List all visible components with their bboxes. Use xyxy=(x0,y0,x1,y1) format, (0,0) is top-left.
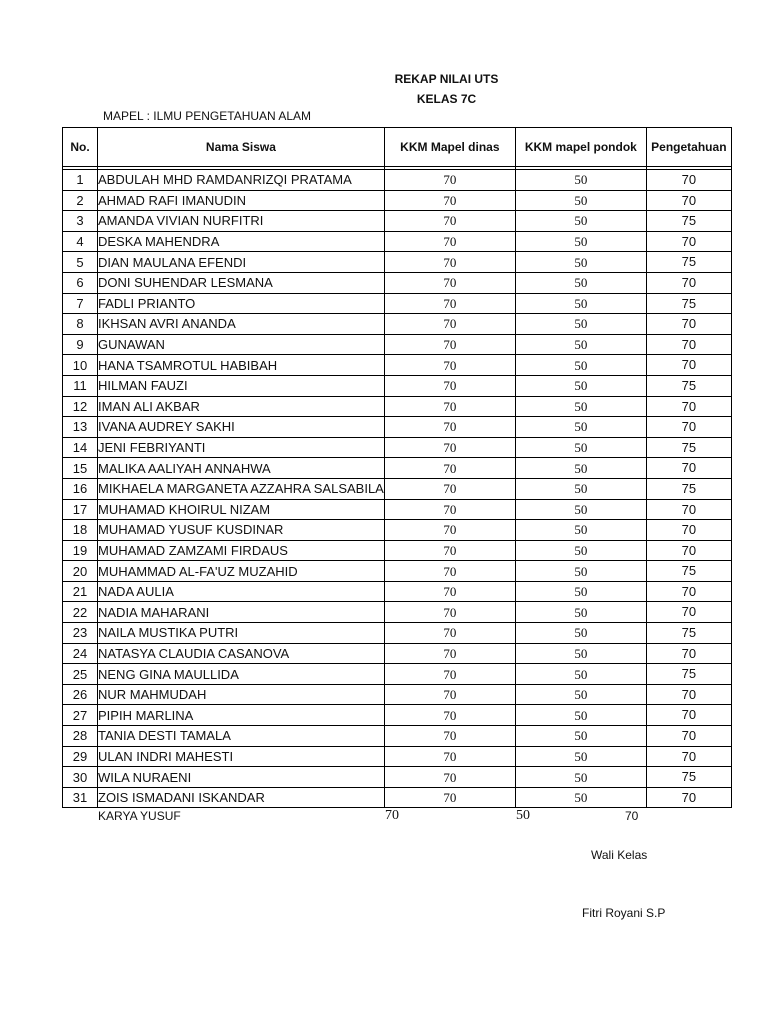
student-name: FADLI PRIANTO xyxy=(98,293,385,314)
kkm-dinas-value: 70 xyxy=(384,293,515,314)
table-row xyxy=(63,190,732,211)
kkm-dinas-value: 70 xyxy=(384,705,515,726)
student-name: NADA AULIA xyxy=(98,581,385,602)
kkm-dinas-value: 70 xyxy=(384,396,515,417)
row-number: 31 xyxy=(63,787,98,808)
kkm-pondok-value: 50 xyxy=(515,520,646,541)
kkm-dinas-value: 70 xyxy=(384,478,515,499)
pengetahuan-value: 75 xyxy=(646,375,731,396)
kkm-dinas-value: 70 xyxy=(384,643,515,664)
kkm-pondok-value: 50 xyxy=(515,787,646,808)
kkm-pondok-value: 50 xyxy=(515,437,646,458)
kkm-pondok-value: 50 xyxy=(515,170,646,191)
header-nama-siswa: Nama Siswa xyxy=(98,128,385,167)
header-kkm-dinas: KKM Mapel dinas xyxy=(384,128,515,167)
kkm-pondok-value: 50 xyxy=(515,643,646,664)
table-body xyxy=(63,167,732,808)
table-row xyxy=(63,684,732,705)
student-name: MUHAMAD YUSUF KUSDINAR xyxy=(98,520,385,541)
table-row xyxy=(63,272,732,293)
pengetahuan-value: 70 xyxy=(646,314,731,335)
extra-kkm-dinas: 70 xyxy=(385,808,399,823)
pengetahuan-value: 70 xyxy=(646,581,731,602)
row-number: 11 xyxy=(63,375,98,396)
student-name: ZOIS ISMADANI ISKANDAR xyxy=(98,787,385,808)
table-row xyxy=(63,623,732,644)
row-number: 28 xyxy=(63,726,98,747)
student-name: IVANA AUDREY SAKHI xyxy=(98,417,385,438)
pengetahuan-value: 75 xyxy=(646,623,731,644)
table-row xyxy=(63,602,732,623)
pengetahuan-value: 70 xyxy=(646,231,731,252)
student-name: HANA TSAMROTUL HABIBAH xyxy=(98,355,385,376)
table-row xyxy=(63,643,732,664)
table-row xyxy=(63,561,732,582)
kkm-pondok-value: 50 xyxy=(515,458,646,479)
student-name: NAILA MUSTIKA PUTRI xyxy=(98,623,385,644)
pengetahuan-value: 70 xyxy=(646,396,731,417)
table-row xyxy=(63,499,732,520)
kkm-pondok-value: 50 xyxy=(515,231,646,252)
kkm-dinas-value: 70 xyxy=(384,334,515,355)
kkm-pondok-value: 50 xyxy=(515,684,646,705)
student-name: HILMAN FAUZI xyxy=(98,375,385,396)
student-name: MALIKA AALIYAH ANNAHWA xyxy=(98,458,385,479)
student-name: MUHAMMAD AL-FA'UZ MUZAHID xyxy=(98,561,385,582)
row-number: 3 xyxy=(63,211,98,232)
kkm-pondok-value: 50 xyxy=(515,664,646,685)
kkm-dinas-value: 70 xyxy=(384,375,515,396)
kkm-pondok-value: 50 xyxy=(515,190,646,211)
pengetahuan-value: 70 xyxy=(646,417,731,438)
row-number: 8 xyxy=(63,314,98,335)
subject-label: MAPEL : ILMU PENGETAHUAN ALAM xyxy=(103,109,312,123)
row-number: 22 xyxy=(63,602,98,623)
row-number: 10 xyxy=(63,355,98,376)
kkm-dinas-value: 70 xyxy=(384,417,515,438)
table-row xyxy=(63,231,732,252)
pengetahuan-value: 70 xyxy=(646,190,731,211)
student-name: MUHAMAD KHOIRUL NIZAM xyxy=(98,499,385,520)
document-title: REKAP NILAI UTS xyxy=(394,72,499,86)
table-row xyxy=(63,293,732,314)
table-row xyxy=(63,520,732,541)
table-row xyxy=(63,705,732,726)
kkm-dinas-value: 70 xyxy=(384,272,515,293)
row-number: 19 xyxy=(63,540,98,561)
row-number: 16 xyxy=(63,478,98,499)
kkm-pondok-value: 50 xyxy=(515,767,646,788)
kkm-dinas-value: 70 xyxy=(384,190,515,211)
pengetahuan-value: 70 xyxy=(646,520,731,541)
table-row xyxy=(63,355,732,376)
kkm-pondok-value: 50 xyxy=(515,499,646,520)
student-name: ABDULAH MHD RAMDANRIZQI PRATAMA xyxy=(98,170,385,191)
pengetahuan-value: 75 xyxy=(646,293,731,314)
row-number: 9 xyxy=(63,334,98,355)
row-number: 17 xyxy=(63,499,98,520)
pengetahuan-value: 75 xyxy=(646,252,731,273)
table-row xyxy=(63,787,732,808)
student-name: NADIA MAHARANI xyxy=(98,602,385,623)
pengetahuan-value: 75 xyxy=(646,478,731,499)
kkm-dinas-value: 70 xyxy=(384,787,515,808)
wali-kelas-label: Wali Kelas xyxy=(591,848,648,862)
table-row xyxy=(63,664,732,685)
table-row xyxy=(63,314,732,335)
kkm-dinas-value: 70 xyxy=(384,252,515,273)
student-name: DIAN MAULANA EFENDI xyxy=(98,252,385,273)
pengetahuan-value: 70 xyxy=(646,726,731,747)
kkm-dinas-value: 70 xyxy=(384,170,515,191)
header-no: No. xyxy=(63,128,98,167)
kkm-dinas-value: 70 xyxy=(384,623,515,644)
pengetahuan-value: 70 xyxy=(646,602,731,623)
kkm-pondok-value: 50 xyxy=(515,272,646,293)
row-number: 18 xyxy=(63,520,98,541)
kkm-dinas-value: 70 xyxy=(384,746,515,767)
student-name: JENI FEBRIYANTI xyxy=(98,437,385,458)
kkm-dinas-value: 70 xyxy=(384,231,515,252)
kkm-pondok-value: 50 xyxy=(515,375,646,396)
table-row xyxy=(63,437,732,458)
kkm-dinas-value: 70 xyxy=(384,561,515,582)
document-subtitle: KELAS 7C xyxy=(416,92,477,106)
student-name: PIPIH MARLINA xyxy=(98,705,385,726)
table-row xyxy=(63,540,732,561)
row-number: 2 xyxy=(63,190,98,211)
pengetahuan-value: 70 xyxy=(646,746,731,767)
pengetahuan-value: 70 xyxy=(646,540,731,561)
table-header-row xyxy=(63,128,732,167)
extra-pengetahuan: 70 xyxy=(625,809,639,823)
student-name: NUR MAHMUDAH xyxy=(98,684,385,705)
table-row xyxy=(63,334,732,355)
student-name: DONI SUHENDAR LESMANA xyxy=(98,272,385,293)
extra-kkm-pondok: 50 xyxy=(516,808,530,823)
row-number: 25 xyxy=(63,664,98,685)
kkm-dinas-value: 70 xyxy=(384,726,515,747)
pengetahuan-value: 75 xyxy=(646,211,731,232)
kkm-pondok-value: 50 xyxy=(515,334,646,355)
table-row xyxy=(63,458,732,479)
row-number: 29 xyxy=(63,746,98,767)
wali-kelas-name: Fitri Royani S.P xyxy=(582,906,666,920)
kkm-pondok-value: 50 xyxy=(515,623,646,644)
kkm-dinas-value: 70 xyxy=(384,437,515,458)
kkm-dinas-value: 70 xyxy=(384,664,515,685)
kkm-dinas-value: 70 xyxy=(384,540,515,561)
pengetahuan-value: 70 xyxy=(646,170,731,191)
kkm-pondok-value: 50 xyxy=(515,478,646,499)
kkm-dinas-value: 70 xyxy=(384,520,515,541)
kkm-dinas-value: 70 xyxy=(384,767,515,788)
row-number: 21 xyxy=(63,581,98,602)
pengetahuan-value: 70 xyxy=(646,643,731,664)
pengetahuan-value: 70 xyxy=(646,458,731,479)
student-name: NENG GINA MAULLIDA xyxy=(98,664,385,685)
row-number: 4 xyxy=(63,231,98,252)
kkm-pondok-value: 50 xyxy=(515,561,646,582)
kkm-pondok-value: 50 xyxy=(515,355,646,376)
row-number: 15 xyxy=(63,458,98,479)
table-row xyxy=(63,211,732,232)
row-number: 7 xyxy=(63,293,98,314)
kkm-pondok-value: 50 xyxy=(515,726,646,747)
student-name: IKHSAN AVRI ANANDA xyxy=(98,314,385,335)
kkm-pondok-value: 50 xyxy=(515,602,646,623)
table-row xyxy=(63,417,732,438)
pengetahuan-value: 70 xyxy=(646,705,731,726)
pengetahuan-value: 75 xyxy=(646,664,731,685)
student-name: NATASYA CLAUDIA CASANOVA xyxy=(98,643,385,664)
kkm-dinas-value: 70 xyxy=(384,314,515,335)
pengetahuan-value: 70 xyxy=(646,684,731,705)
student-name: TANIA DESTI TAMALA xyxy=(98,726,385,747)
extra-student-name: KARYA YUSUF xyxy=(98,809,181,823)
row-number: 14 xyxy=(63,437,98,458)
student-name: GUNAWAN xyxy=(98,334,385,355)
student-name: DESKA MAHENDRA xyxy=(98,231,385,252)
pengetahuan-value: 70 xyxy=(646,499,731,520)
row-number: 27 xyxy=(63,705,98,726)
kkm-pondok-value: 50 xyxy=(515,293,646,314)
kkm-pondok-value: 50 xyxy=(515,396,646,417)
row-number: 20 xyxy=(63,561,98,582)
table-row xyxy=(63,396,732,417)
kkm-dinas-value: 70 xyxy=(384,499,515,520)
student-name: AHMAD RAFI IMANUDIN xyxy=(98,190,385,211)
header-pengetahuan: Pengetahuan xyxy=(646,128,731,167)
table-row xyxy=(63,746,732,767)
row-number: 23 xyxy=(63,623,98,644)
row-number: 26 xyxy=(63,684,98,705)
pengetahuan-value: 70 xyxy=(646,355,731,376)
row-number: 30 xyxy=(63,767,98,788)
student-name: AMANDA VIVIAN NURFITRI xyxy=(98,211,385,232)
student-name: WILA NURAENI xyxy=(98,767,385,788)
table-row xyxy=(63,767,732,788)
kkm-dinas-value: 70 xyxy=(384,458,515,479)
student-name: ULAN INDRI MAHESTI xyxy=(98,746,385,767)
pengetahuan-value: 75 xyxy=(646,437,731,458)
kkm-dinas-value: 70 xyxy=(384,211,515,232)
kkm-dinas-value: 70 xyxy=(384,602,515,623)
table-row xyxy=(63,581,732,602)
pengetahuan-value: 70 xyxy=(646,334,731,355)
row-number: 5 xyxy=(63,252,98,273)
grade-table xyxy=(62,127,732,808)
kkm-dinas-value: 70 xyxy=(384,684,515,705)
kkm-pondok-value: 50 xyxy=(515,417,646,438)
kkm-pondok-value: 50 xyxy=(515,540,646,561)
row-number: 1 xyxy=(63,170,98,191)
row-number: 6 xyxy=(63,272,98,293)
pengetahuan-value: 75 xyxy=(646,767,731,788)
student-name: IMAN ALI AKBAR xyxy=(98,396,385,417)
table-row xyxy=(63,252,732,273)
kkm-pondok-value: 50 xyxy=(515,252,646,273)
student-name: MIKHAELA MARGANETA AZZAHRA SALSABILA xyxy=(98,478,385,499)
pengetahuan-value: 70 xyxy=(646,787,731,808)
kkm-pondok-value: 50 xyxy=(515,314,646,335)
pengetahuan-value: 75 xyxy=(646,561,731,582)
kkm-pondok-value: 50 xyxy=(515,746,646,767)
row-number: 12 xyxy=(63,396,98,417)
pengetahuan-value: 70 xyxy=(646,272,731,293)
kkm-pondok-value: 50 xyxy=(515,211,646,232)
kkm-dinas-value: 70 xyxy=(384,581,515,602)
row-number: 13 xyxy=(63,417,98,438)
header-kkm-pondok: KKM mapel pondok xyxy=(515,128,646,167)
table-row xyxy=(63,170,732,191)
row-number: 24 xyxy=(63,643,98,664)
kkm-pondok-value: 50 xyxy=(515,705,646,726)
table-row xyxy=(63,726,732,747)
table-row xyxy=(63,375,732,396)
table-row xyxy=(63,478,732,499)
student-name: MUHAMAD ZAMZAMI FIRDAUS xyxy=(98,540,385,561)
kkm-pondok-value: 50 xyxy=(515,581,646,602)
kkm-dinas-value: 70 xyxy=(384,355,515,376)
